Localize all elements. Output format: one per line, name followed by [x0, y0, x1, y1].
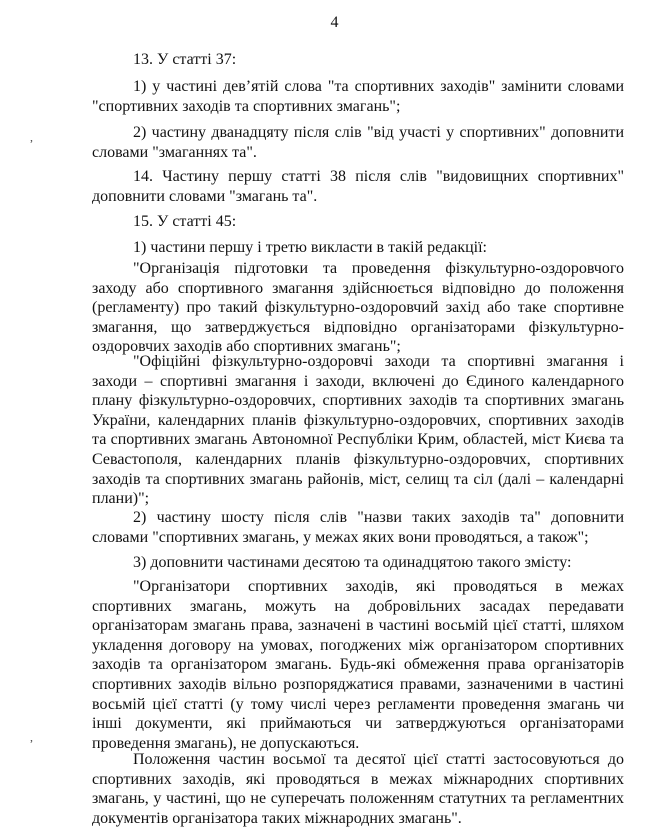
page-number: 4 [330, 14, 339, 31]
paragraph-art45-item3: 3) доповнити частинами десятою та одинадцятою такого змісту: [133, 554, 572, 571]
paragraph-art37-item1: 1) у частині дев’ятій слова "та спортивних заходів" замінити словами "спортивних заходів та спортивних змагань"; [92, 78, 624, 115]
paragraph-art45-item1: 1) частини першу і третю викласти в такій редакції: [133, 239, 487, 256]
quote-part-ten: "Організатори спортивних заходів, які проводяться в межах спортивних змагань, можуть на добровільних засадах передавати організаторам змагань права, зазначені в частині восьмій цієї статті, шляхом укладення договору на умовах, погоджених між організатором спортивних заходів та організатором змагань. Будь-які обмеження права організаторів спортивних заходів вільно розпоряджатися правами, зазначеними в частині восьмій цієї статті (у тому числі через регламенти проведення змагань чи інші документи, які приймаються чи затверджуються організаторами проведення змагань), не допускаються. [92, 578, 624, 752]
paragraph-art37-heading: 13. У статті 37: [133, 51, 237, 68]
quote-part-one: "Організація підготовки та проведення фізкультурно-оздоровчого заходу або спортивного змагання здійснюється відповідно до положення (регламенту) про такий фізкультурно-оздоровчий захід або таке спортивне змагання, що затверджується відповідно організаторами фізкультурно-оздоровчих заходів або спортивних змагань"; [92, 260, 624, 356]
paragraph-art45-heading: 15. У статті 45: [133, 213, 237, 230]
paragraph-art38: 14. Частину першу статті 38 після слів "видовищних спортивних" доповнити словами "змагань та". [92, 168, 624, 205]
paragraph-art45-item2: 2) частину шосту після слів "назви таких заходів та" доповнити словами "спортивних змагань, у межах яких вони проводяться, а також"; [92, 509, 624, 546]
paragraph-art37-item2: 2) частину дванадцяту після слів "від участі у спортивних" доповнити словами "змаганнях та". [92, 124, 624, 161]
scan-artifact: , [30, 130, 33, 144]
quote-part-eleven: Положення частин восьмої та десятої цієї статті застосовуються до спортивних заходів, які проводяться в межах міжнародних спортивних змагань, у частині, що не суперечать положенням статутних та регламентних документів організатора таких міжнародних змагань". [92, 751, 624, 827]
scan-artifact: , [30, 730, 33, 744]
quote-part-three: "Офіційні фізкультурно-оздоровчі заходи та спортивні змагання і заходи – спортивні змагання і заходи, включені до Єдиного календарного плану фізкультурно-оздоровчих, спортивних заходів та спортивних змагань України, календарних планів фізкультурно-оздоровчих, спортивних заходів та спортивних змагань Автономної Республіки Крим, областей, міст Києва та Севастополя, календарних планів фізкультурно-оздоровчих, спортивних заходів та спортивних змагань районів, міст, селищ та сіл (далі – календарні плани)"; [92, 353, 624, 508]
